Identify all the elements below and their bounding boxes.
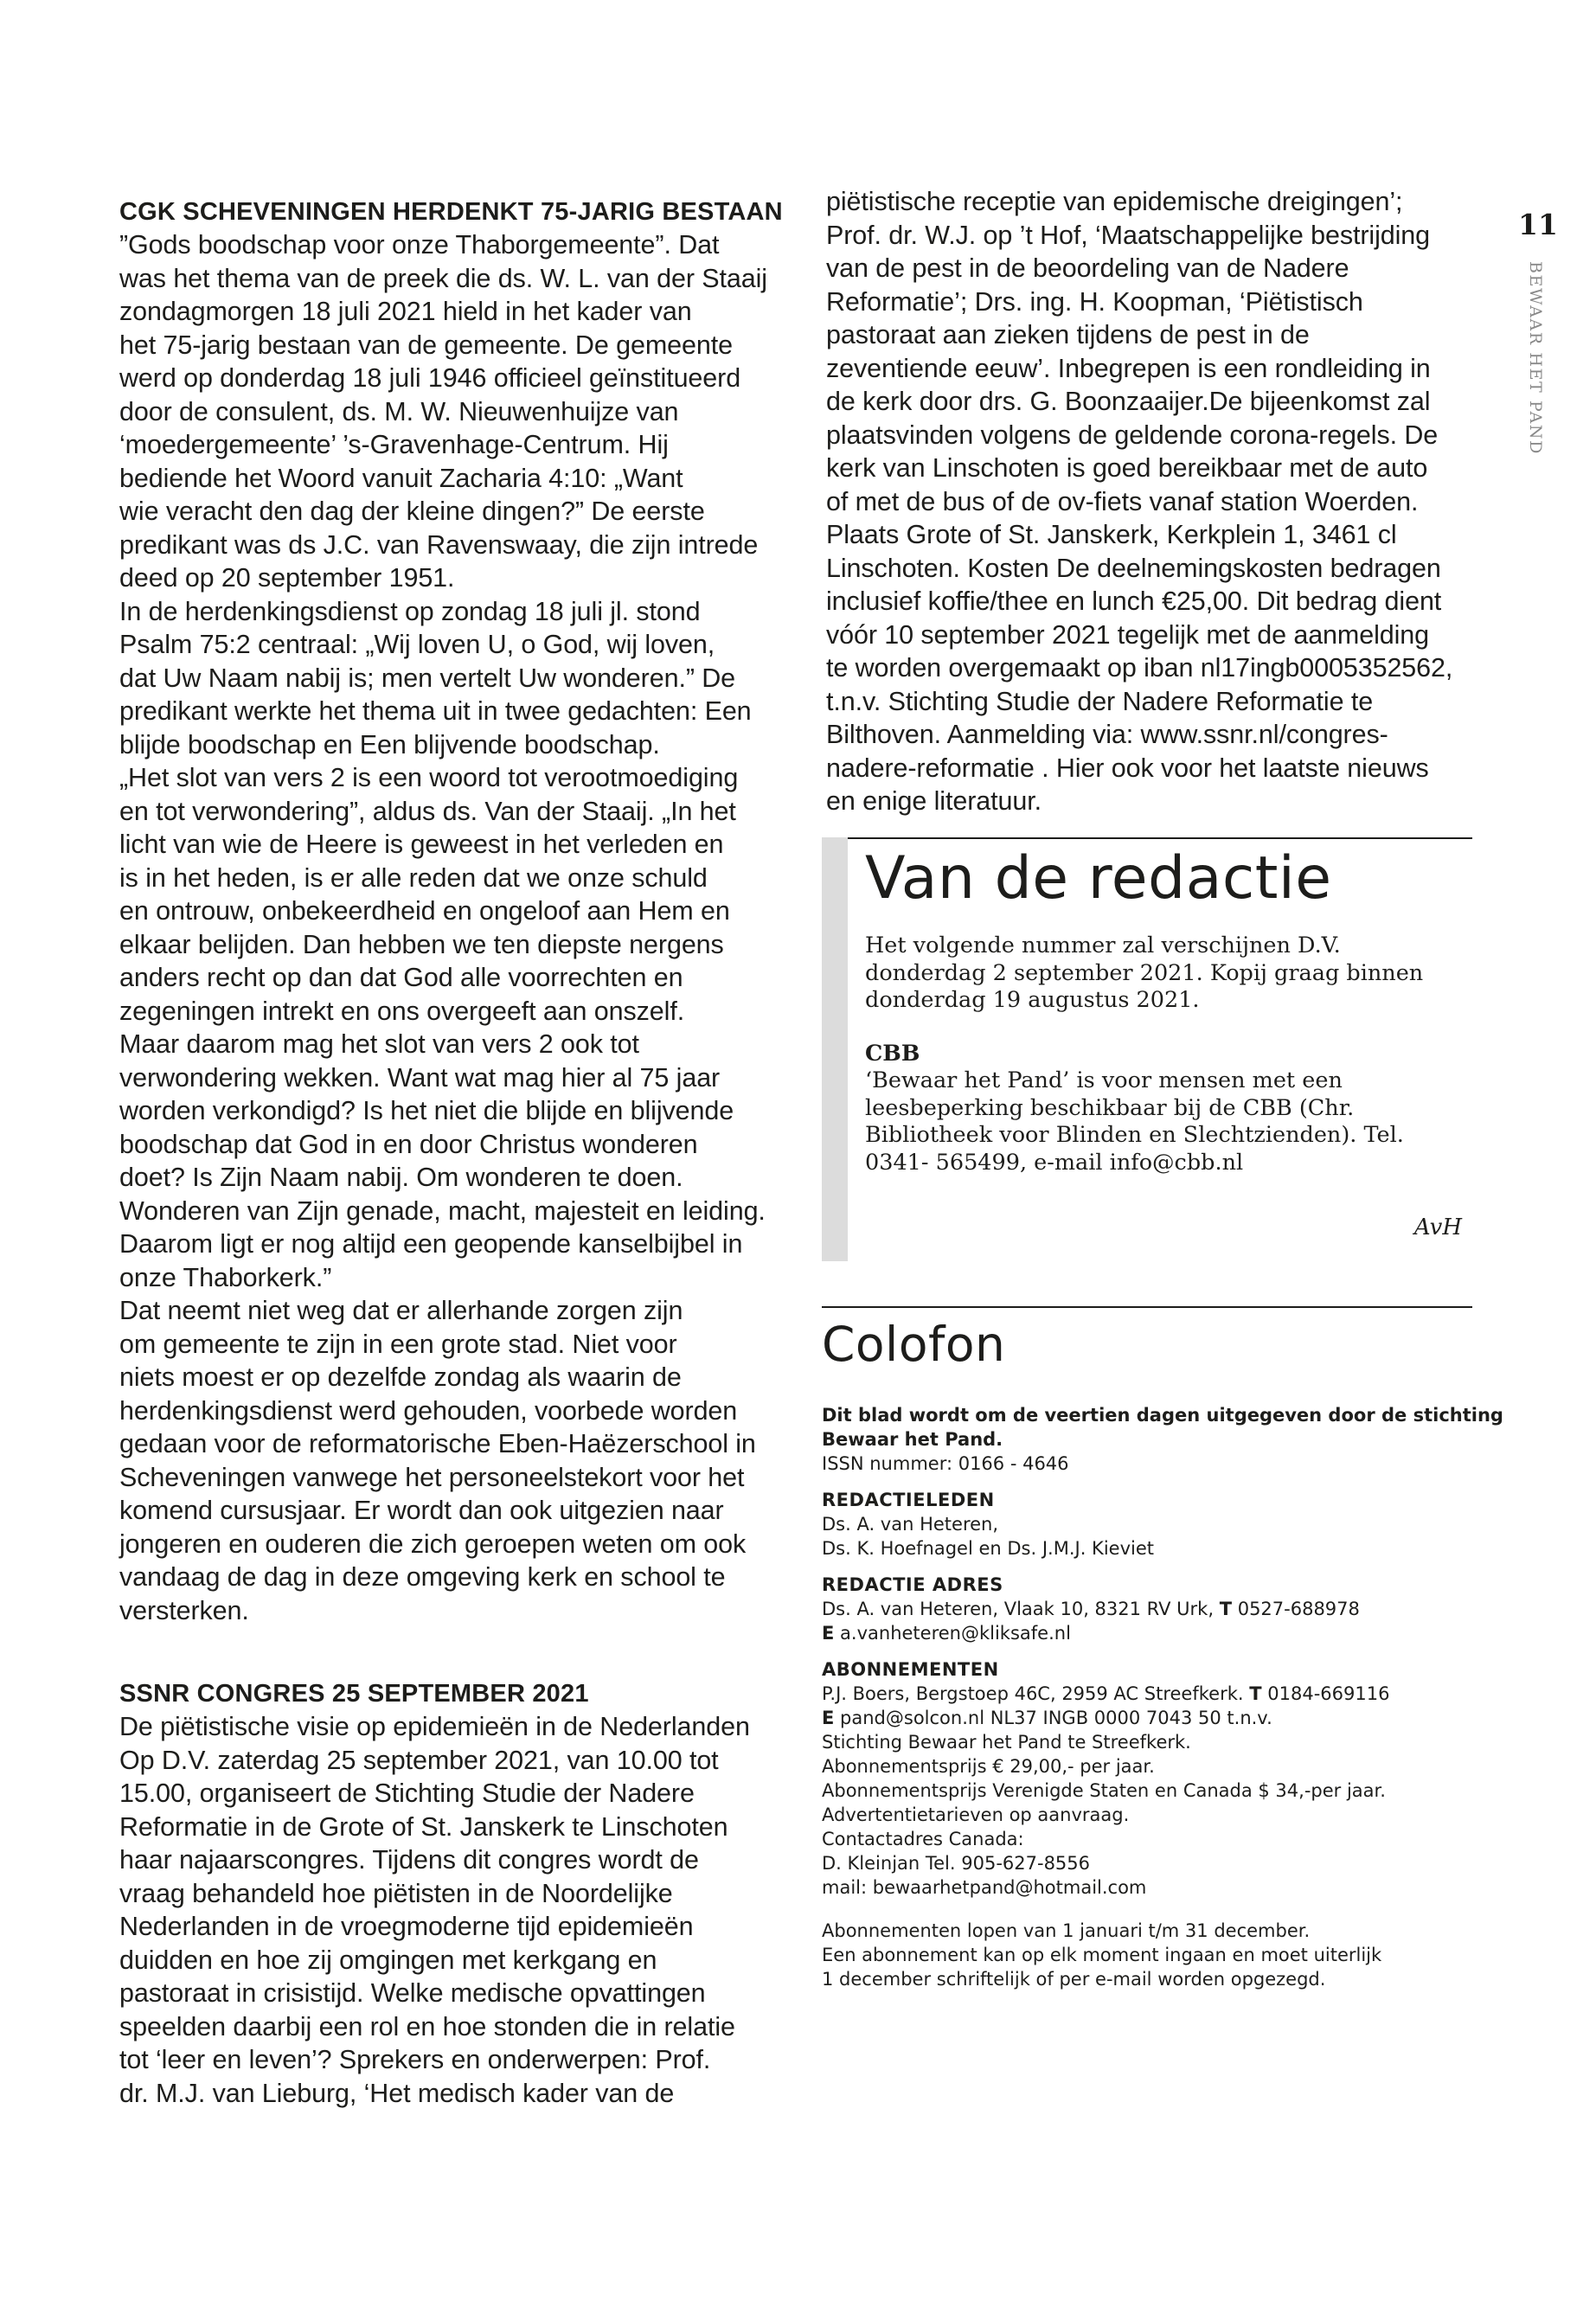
redactie-adres-line bbox=[822, 1597, 1472, 1621]
cbb-line: Bibliotheek voor Blinden en Slechtzienden). Tel. bbox=[865, 1122, 1404, 1148]
email-label: E bbox=[822, 1623, 835, 1644]
redactie-email: a.vanheteren@kliksafe.nl bbox=[840, 1623, 1071, 1644]
abo-line: Advertentietarieven op aanvraag. bbox=[822, 1804, 1130, 1825]
text-line: blijde boodschap en Een blijvende boodschap. bbox=[119, 729, 660, 760]
text-line: predikant was ds J.C. van Ravenswaay, die zijn intrede bbox=[119, 529, 759, 560]
text-line: Wonderen van Zijn genade, macht, majesteit en leiding. bbox=[119, 1195, 766, 1226]
text-line: Op D.V. zaterdag 25 september 2021, van 10.00 tot bbox=[119, 1745, 719, 1775]
text-line: Reformatie’; Drs. ing. H. Koopman, ‘Piëtistisch bbox=[826, 286, 1363, 317]
abo-line: D. Kleinjan Tel. 905-627-8556 bbox=[822, 1853, 1091, 1874]
text-line: verwondering wekken. Want wat mag hier al 75 jaar bbox=[119, 1062, 721, 1093]
text-line: vandaag de dag in deze omgeving kerk en school te bbox=[119, 1562, 726, 1592]
text-line: zondagmorgen 18 juli 2021 hield in het kader van bbox=[119, 297, 692, 326]
adres-phone: 0527-688978 bbox=[1237, 1599, 1360, 1619]
text-line: Bilthoven. Aanmelding via: www.ssnr.nl/congres- bbox=[826, 720, 1388, 749]
colofon-body bbox=[822, 1403, 1503, 1991]
colofon-rule bbox=[822, 1306, 1472, 1308]
text-line: doet? Is Zijn Naam nabij. Om wonderen te doen. bbox=[119, 1163, 683, 1192]
text-line: wie veracht den dag der kleine dingen?” De eerste bbox=[119, 497, 705, 526]
text-line: tot ‘leer en leven’? Sprekers en onderwerpen: Prof. bbox=[119, 2045, 711, 2074]
abo-address: P.J. Boers, Bergstoep 46C, 2959 AC Streefkerk. bbox=[822, 1683, 1244, 1704]
article-heading-ssnr: SSNR CONGRES 25 SEPTEMBER 2021 bbox=[119, 1680, 589, 1708]
text-line: t.n.v. Stichting Studie der Nadere Reformatie te bbox=[826, 686, 1374, 716]
abo-footer-line: Een abonnement kan op elk moment ingaan en moet uiterlijk bbox=[822, 1945, 1382, 1965]
colofon-intro-line: Bewaar het Pand. bbox=[822, 1429, 1003, 1450]
text-line: „Het slot van vers 2 is een woord tot verootmoediging bbox=[119, 763, 739, 792]
text-line: was het thema van de preek die ds. W. L. van der Staaij bbox=[119, 263, 767, 293]
text-line: Psalm 75:2 centraal: „Wij loven U, o God, wij loven, bbox=[119, 630, 715, 659]
text-line: pastoraat in crisistijd. Welke medische opvattingen bbox=[119, 1978, 706, 2008]
right-column bbox=[826, 185, 1471, 818]
article-body-ssnr-left bbox=[119, 1710, 760, 2110]
text-line: door de consulent, ds. M. W. Nieuwenhuijze van bbox=[119, 396, 679, 426]
text-line: te worden overgemaakt op iban nl17ingb0005352562, bbox=[826, 653, 1453, 683]
text-line: kerk van Linschoten is goed bereikbaar met de auto bbox=[826, 453, 1428, 483]
text-line: of met de bus of de ov-fiets vanaf station Woerden. bbox=[826, 486, 1419, 516]
text-line: onze Thaborkerk.” bbox=[119, 1262, 332, 1292]
text-line: zeventiende eeuw’. Inbegrepen is een rondleiding in bbox=[826, 353, 1431, 383]
article-body-ssnr-right bbox=[826, 185, 1471, 818]
abo-line: Contactadres Canada: bbox=[822, 1829, 1024, 1849]
text-line: om gemeente te zijn in een grote stad. Niet voor bbox=[119, 1329, 677, 1359]
phone-label: T bbox=[1249, 1683, 1262, 1704]
abonnementen-heading: ABONNEMENTEN bbox=[822, 1659, 999, 1680]
text-line: In de herdenkingsdienst op zondag 18 juli jl. stond bbox=[119, 596, 701, 626]
text-line: vraag behandeld hoe piëtisten in de Noordelijke bbox=[119, 1878, 673, 1908]
text-line: Plaats Grote of St. Janskerk, Kerkplein 1, 3461 cl bbox=[826, 520, 1397, 549]
text-line: plaatsvinden volgens de geldende corona-regels. De bbox=[826, 420, 1439, 450]
text-line: Daarom ligt er nog altijd een geopende kanselbijbel in bbox=[119, 1229, 743, 1259]
text-line: Scheveningen vanwege het personeelstekort voor het bbox=[119, 1462, 745, 1492]
redactie-body bbox=[865, 933, 1462, 1176]
text-line: en tot verwondering”, aldus ds. Van der Staaij. „In het bbox=[119, 796, 736, 826]
text-line: herdenkingsdienst werd gehouden, voorbede worden bbox=[119, 1395, 738, 1426]
text-line: pastoraat aan zieken tijdens de pest in de bbox=[826, 320, 1310, 349]
text-line: speelden daarbij een rol en hoe stonden die in relatie bbox=[119, 2011, 735, 2041]
text-line: vóór 10 september 2021 tegelijk met de aanmelding bbox=[826, 619, 1430, 650]
text-line: dat Uw Naam nabij is; men vertelt Uw wonderen.” De bbox=[119, 663, 736, 693]
redactielid-line: Ds. K. Hoefnagel en Ds. J.M.J. Kieviet bbox=[822, 1538, 1154, 1559]
text-line: jongeren en ouderen die zich geroepen weten om ook bbox=[119, 1529, 747, 1559]
abo-line: Abonnementsprijs € 29,00,- per jaar. bbox=[822, 1756, 1155, 1777]
abonnementen-email-line bbox=[822, 1706, 1472, 1730]
text-line: gedaan voor de reformatorische Eben-Haëzerschool in bbox=[119, 1429, 756, 1458]
redactieleden-heading: REDACTIELEDEN bbox=[822, 1490, 995, 1510]
redactie-box bbox=[822, 837, 1472, 1261]
redactie-notice-line: Het volgende nummer zal verschijnen D.V. bbox=[865, 933, 1341, 958]
email-label: E bbox=[822, 1708, 835, 1728]
abo-email: pand@solcon.nl NL37 INGB 0000 7043 50 t.n.v. bbox=[840, 1708, 1272, 1728]
left-column bbox=[119, 195, 783, 2110]
text-line: anders recht op dan dat God alle voorrechten en bbox=[119, 963, 683, 992]
text-line: nadere-reformatie . Hier ook voor het laatste nieuws bbox=[826, 753, 1429, 783]
text-line: deed op 20 september 1951. bbox=[119, 563, 455, 593]
abo-line: Stichting Bewaar het Pand te Streefkerk. bbox=[822, 1732, 1191, 1753]
text-line: is in het heden, is er alle reden dat we onze schuld bbox=[119, 862, 708, 893]
text-line: predikant werkte het thema uit in twee gedachten: Een bbox=[119, 696, 752, 726]
text-line: komend cursusjaar. Er wordt dan ook uitgezien naar bbox=[119, 1496, 724, 1525]
text-line: Reformatie in de Grote of St. Janskerk te Linschoten bbox=[119, 1811, 728, 1842]
text-line: piëtistische receptie van epidemische dreigingen’; bbox=[826, 187, 1403, 216]
text-line: Linschoten. Kosten De deelnemingskosten bedragen bbox=[826, 553, 1441, 583]
text-line: dr. M.J. van Lieburg, ‘Het medisch kader van de bbox=[119, 2078, 675, 2108]
abo-line: Abonnementsprijs Verenigde Staten en Canada $ 34,-per jaar. bbox=[822, 1780, 1386, 1801]
redactie-adres-heading: REDACTIE ADRES bbox=[822, 1574, 1003, 1595]
article-heading-cgk: CGK SCHEVENINGEN HERDENKT 75-JARIG BESTAAN bbox=[119, 198, 783, 226]
colofon-intro-line: Dit blad wordt om de veertien dagen uitgegeven door de stichting bbox=[822, 1405, 1503, 1426]
cbb-line: leesbeperking beschikbaar bij de CBB (Chr. bbox=[865, 1094, 1355, 1121]
text-line: haar najaarscongres. Tijdens dit congres wordt de bbox=[119, 1845, 699, 1875]
redactie-notice-line: donderdag 19 augustus 2021. bbox=[865, 987, 1200, 1013]
abo-footer-line: 1 december schriftelijk of per e-mail worden opgezegd. bbox=[822, 1969, 1326, 1990]
text-line: De piëtistische visie op epidemieën in de Nederlanden bbox=[119, 1712, 750, 1741]
text-line: Maar daarom mag het slot van vers 2 ook tot bbox=[119, 1029, 639, 1059]
text-line: elkaar belijden. Dan hebben we ten diepste nergens bbox=[119, 929, 724, 959]
redactie-side-bar bbox=[822, 837, 848, 1261]
colofon-title: Colofon bbox=[822, 1317, 1006, 1372]
text-line: van de pest in de beoordeling van de Nadere bbox=[826, 253, 1349, 283]
text-line: niets moest er op dezelfde zondag als waarin de bbox=[119, 1362, 682, 1392]
text-line: versterken. bbox=[119, 1595, 249, 1625]
text-line: het 75-jarig bestaan van de gemeente. De gemeente bbox=[119, 330, 733, 360]
redactie-title: Van de redactie bbox=[865, 844, 1332, 913]
redactie-notice-line: donderdag 2 september 2021. Kopij graag binnen bbox=[865, 959, 1424, 986]
page-number: 11 bbox=[1518, 208, 1558, 241]
abo-footer-line: Abonnementen lopen van 1 januari t/m 31 december. bbox=[822, 1920, 1311, 1941]
text-line: inclusief koffie/thee en lunch €25,00. Dit bedrag dient bbox=[826, 586, 1442, 616]
text-line: Prof. dr. W.J. op ’t Hof, ‘Maatschappelijke bestrijding bbox=[826, 220, 1431, 250]
abonnementen-address-line bbox=[822, 1682, 1472, 1706]
redactie-rule bbox=[848, 837, 1472, 839]
text-line: duidden en hoe zij omgingen met kerkgang en bbox=[119, 1945, 657, 1975]
article-body-cgk bbox=[119, 228, 767, 1627]
text-line: en ontrouw, onbekeerdheid en ongeloof aan Hem en bbox=[119, 896, 730, 926]
text-line: 15.00, organiseert de Stichting Studie der Nadere bbox=[119, 1779, 695, 1808]
abo-phone: 0184-669116 bbox=[1267, 1683, 1390, 1704]
text-line: ”Gods boodschap voor onze Thaborgemeente”. Dat bbox=[119, 230, 720, 260]
redactie-email-line bbox=[822, 1621, 1472, 1645]
cbb-line: 0341- 565499, e-mail info@cbb.nl bbox=[865, 1149, 1244, 1176]
text-line: ‘moedergemeente’ ’s-Gravenhage-Centrum. Hij bbox=[119, 430, 669, 459]
abo-line: mail: bewaarhetpand@hotmail.com bbox=[822, 1877, 1147, 1898]
text-line: en enige literatuur. bbox=[826, 786, 1042, 816]
text-line: worden verkondigd? Is het niet die blijde en blijvende bbox=[119, 1096, 734, 1125]
issn: ISSN nummer: 0166 - 4646 bbox=[822, 1453, 1069, 1474]
adres-text: Ds. A. van Heteren, Vlaak 10, 8321 RV Urk, bbox=[822, 1599, 1214, 1619]
text-line: werd op donderdag 18 juli 1946 officieel geïnstitueerd bbox=[119, 363, 741, 393]
redactie-signature: AvH bbox=[1413, 1215, 1462, 1240]
text-line: zegeningen intrekt en ons overgeeft aan onszelf. bbox=[119, 996, 685, 1026]
text-line: boodschap dat God in en door Christus wonderen bbox=[119, 1129, 698, 1159]
redactielid-line: Ds. A. van Heteren, bbox=[822, 1514, 999, 1535]
text-line: Dat neemt niet weg dat er allerhande zorgen zijn bbox=[119, 1296, 683, 1325]
cbb-line: ‘Bewaar het Pand’ is voor mensen met een bbox=[865, 1067, 1343, 1093]
text-line: bediende het Woord vanuit Zacharia 4:10: „Want bbox=[119, 463, 683, 493]
phone-label: T bbox=[1219, 1599, 1233, 1619]
text-line: licht van wie de Heere is geweest in het verleden en bbox=[119, 830, 724, 859]
text-line: de kerk door drs. G. Boonzaaijer.De bijeenkomst zal bbox=[826, 387, 1431, 416]
text-line: Nederlanden in de vroegmoderne tijd epidemieën bbox=[119, 1912, 694, 1941]
cbb-heading: CBB bbox=[865, 1040, 920, 1067]
running-title: BEWAAR HET PAND bbox=[1526, 261, 1545, 455]
